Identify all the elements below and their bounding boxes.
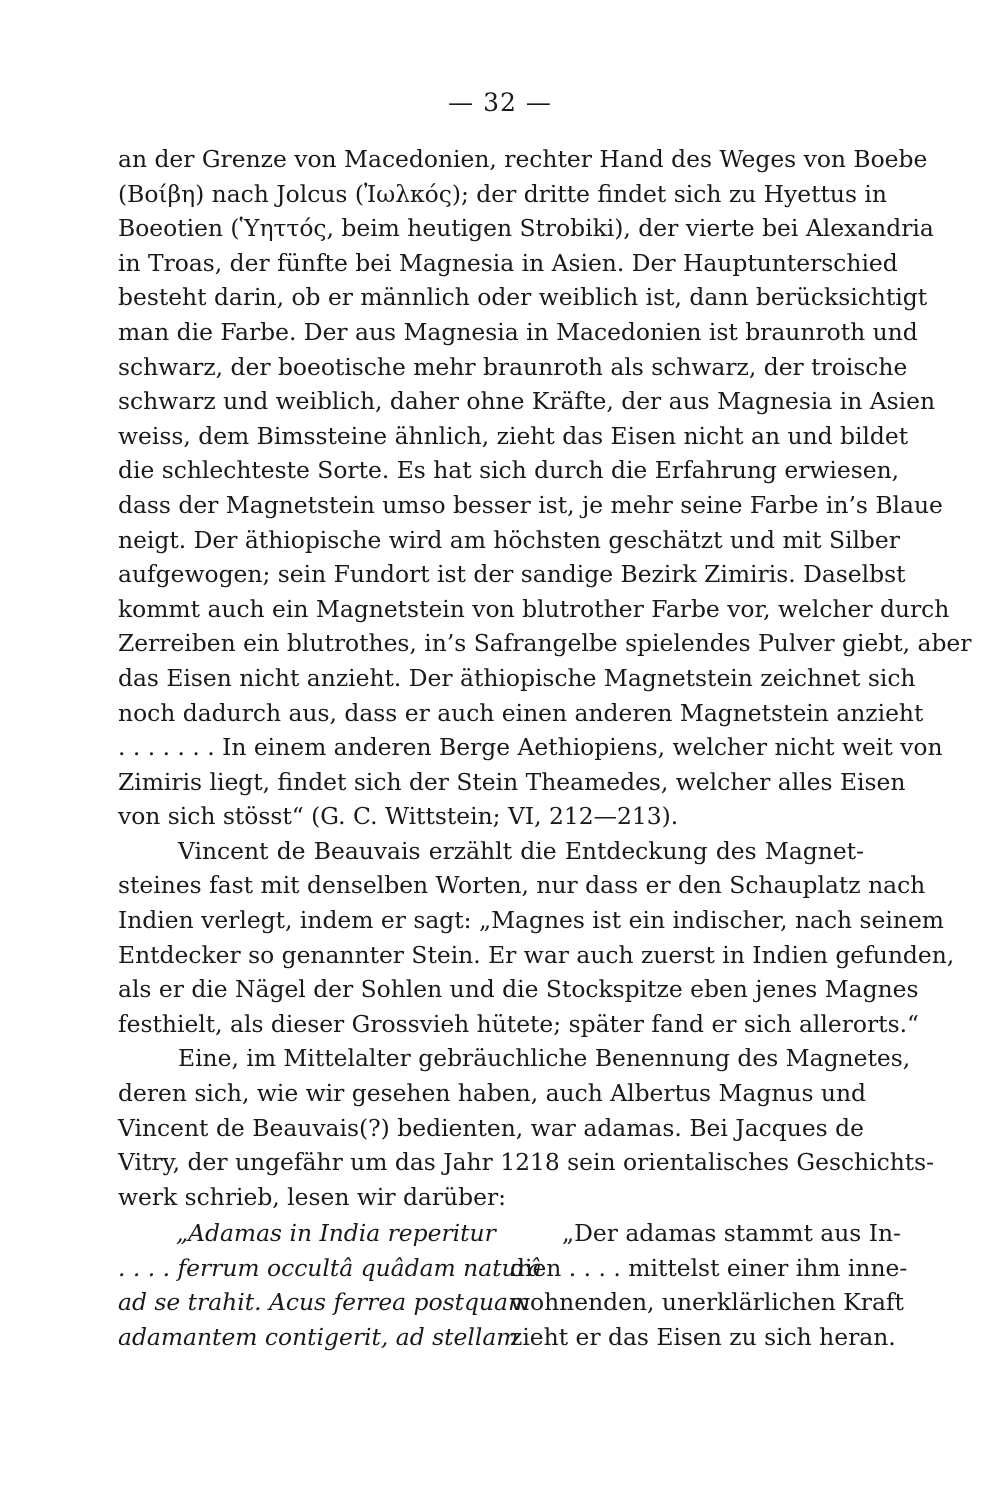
- text-line: Indien verlegt, indem er sagt: „Magnes ist ein indischer, nach seinem: [118, 906, 944, 935]
- text-line: man die Farbe. Der aus Magnesia in Macedonien ist braunroth und: [118, 317, 918, 346]
- text-line: Zerreiben ein blutrothes, in’s Safrangelbe spielendes Pulver giebt, aber: [118, 629, 972, 658]
- text-line: an der Grenze von Macedonien, rechter Hand des Weges von Boebe: [118, 145, 928, 173]
- text-line: Boeotien (Ὑηττός, beim heutigen Strobiki), der vierte bei Alexandria: [118, 214, 934, 243]
- latin-line: ad se trahit. Acus ferrea postquam: [118, 1288, 531, 1317]
- latin-line: . . . . ferrum occultâ quâdam naturâ: [118, 1253, 542, 1282]
- text-line: von sich stösst“ (G. C. Wittstein; VI, 212—213).: [118, 802, 679, 831]
- text-line: das Eisen nicht anzieht. Der äthiopische Magnetstein zeichnet sich: [118, 663, 916, 692]
- text-line: noch dadurch aus, dass er auch einen anderen Magnetstein anzieht: [118, 698, 924, 727]
- text-line: dass der Magnetstein umso besser ist, je mehr seine Farbe in’s Blaue: [118, 490, 943, 519]
- text-line: besteht darin, ob er männlich oder weiblich ist, dann berücksichtigt: [118, 283, 928, 312]
- latin-line: adamantem contigerit, ad stellam: [118, 1322, 519, 1351]
- text-line: schwarz und weiblich, daher ohne Kräfte, der aus Magnesia in Asien: [118, 387, 936, 416]
- german-line: dien . . . . mittelst einer ihm inne-: [510, 1253, 908, 1282]
- text-line: werk schrieb, lesen wir darüber:: [118, 1182, 507, 1211]
- text-line: aufgewogen; sein Fundort ist der sandige Bezirk Zimiris. Daselbst: [118, 560, 906, 589]
- german-line: zieht er das Eisen zu sich heran.: [510, 1322, 896, 1351]
- text-line: . . . . . . . In einem anderen Berge Aethiopiens, welcher nicht weit von: [118, 733, 943, 762]
- text-line: Vincent de Beauvais erzählt die Entdeckung des Magnet-: [178, 836, 864, 865]
- page-number: — 32 —: [448, 88, 552, 117]
- text-line: weiss, dem Bimssteine ähnlich, zieht das Eisen nicht an und bildet: [118, 421, 909, 450]
- text-line: Entdecker so genannter Stein. Er war auch zuerst in Indien gefunden,: [118, 940, 955, 969]
- text-line: Zimiris liegt, findet sich der Stein Theamedes, welcher alles Eisen: [118, 767, 906, 796]
- text-line: festhielt, als dieser Grossvieh hütete; später fand er sich allerorts.“: [118, 1009, 919, 1038]
- german-line: „Der adamas stammt aus In-: [562, 1219, 901, 1247]
- text-line: neigt. Der äthiopische wird am höchsten geschätzt und mit Silber: [118, 525, 900, 554]
- text-line: deren sich, wie wir gesehen haben, auch Albertus Magnus und: [118, 1079, 867, 1108]
- latin-column: [118, 1216, 542, 1354]
- text-line: Vitry, der ungefähr um das Jahr 1218 sein orientalisches Geschichts-: [118, 1148, 935, 1177]
- text-line: als er die Nägel der Sohlen und die Stockspitze eben jenes Magnes: [118, 975, 919, 1004]
- text-line: (Βοίβη) nach Jolcus (Ἰωλκός); der dritte findet sich zu Hyettus in: [118, 179, 887, 208]
- latin-line: „Adamas in India reperitur: [176, 1219, 496, 1247]
- text-line: in Troas, der fünfte bei Magnesia in Asien. Der Hauptunterschied: [118, 248, 898, 277]
- text-line: kommt auch ein Magnetstein von blutrother Farbe vor, welcher durch: [118, 594, 950, 623]
- main-text: [118, 142, 972, 1214]
- german-line: wohnenden, unerklärlichen Kraft: [510, 1288, 904, 1317]
- text-line: die schlechteste Sorte. Es hat sich durch die Erfahrung erwiesen,: [118, 456, 900, 485]
- text-line: schwarz, der boeotische mehr braunroth als schwarz, der troische: [118, 352, 908, 381]
- german-column: [510, 1216, 908, 1354]
- text-line: Vincent de Beauvais(?) bedienten, war adamas. Bei Jacques de: [118, 1113, 864, 1142]
- text-line: Eine, im Mittelalter gebräuchliche Benennung des Magnetes,: [178, 1044, 911, 1073]
- text-line: steines fast mit denselben Worten, nur dass er den Schauplatz nach: [118, 871, 926, 900]
